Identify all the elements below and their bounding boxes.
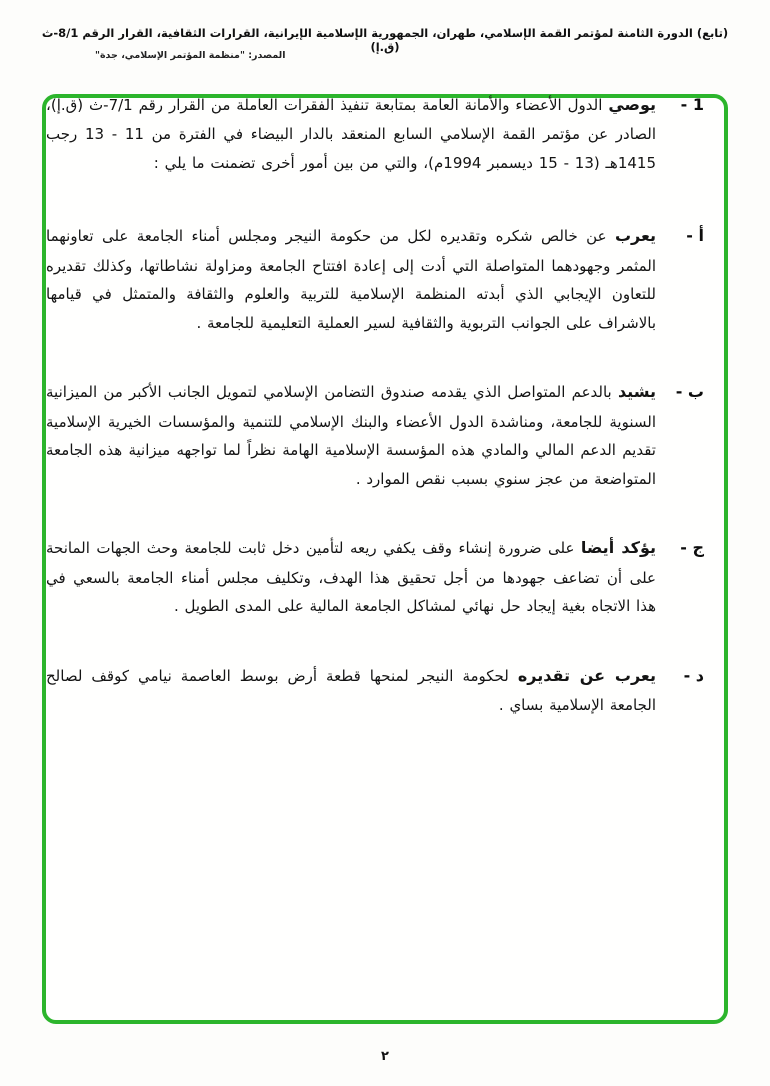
sub-paragraph-a-text xyxy=(46,221,656,337)
sub-paragraph-c-body-text: على ضرورة إنشاء وقف يكفي ريعه لتأمين دخل ثابت للجامعة وحث الجهات المانحة على أن تضاعف جهودها من أجل تحقيق هذا الهدف، وتكليف مجلس أمناء الجامعة بالسعي في هذا الاتجاه بغية إيجاد حل نهائي لمشاكل الجامعة المالية على المدى الطويل . xyxy=(46,539,656,616)
sub-paragraph-b-lead-word: يشيد xyxy=(617,382,656,402)
document-header xyxy=(0,26,770,61)
item-1-marker: 1 - xyxy=(680,95,704,114)
item-1-lead-word: يوصي xyxy=(608,95,656,114)
sub-paragraph-c-lead-word: يؤكد أيضا xyxy=(580,538,656,558)
sub-paragraph-a-lead-word: يعرب xyxy=(614,226,657,246)
sub-paragraph-d-lead-word: يعرب عن تقديره xyxy=(517,665,656,685)
sub-paragraph-c xyxy=(46,533,704,620)
item-1-text xyxy=(46,90,656,177)
resolution-item-1 xyxy=(46,90,704,177)
sub-paragraph-a-marker: أ - xyxy=(686,226,704,246)
sub-paragraph-a-body-text: عن خالص شكره وتقديره لكل من حكومة النيجر ومجلس أمناء الجامعة على تعاونهما المثمر وجهودهما المتواصلة التي أدت إلى إعادة افتتاح الجامعة ومزاولة نشاطاتها، وكذلك تقديره للتعاون الإيجابي الذي أبدته المنظمة الإسلامية للتربية والعلوم والثقافة والمتمثل في قيامها بالاشراف على الجوانب التربوية والثقافية لسير العملية التعليمية للجامعة . xyxy=(46,227,656,332)
sub-paragraph-a xyxy=(46,221,704,337)
sub-paragraph-b-marker: ب - xyxy=(675,382,704,402)
sub-paragraph-d-marker: د - xyxy=(683,665,704,685)
header-source: المصدر: "منظمة المؤتمر الإسلامي، جدة" xyxy=(95,50,286,61)
sub-paragraph-b xyxy=(46,377,704,493)
sub-paragraph-d xyxy=(46,661,704,720)
item-1-body-text: الدول الأعضاء والأمانة العامة بمتابعة تنفيذ الفقرات العاملة من القرار رقم 7/1-ث (ق.إ)، الصادر عن مؤتمر القمة الإسلامي السابع المنعقد بالدار البيضاء في الفترة من 11 - 13 رجب 1415هـ (13 - 15 ديسمبر 1994م)، والتي من بين أمور أخرى تضمنت ما يلي : xyxy=(46,96,657,172)
sub-paragraph-b-text xyxy=(46,377,656,493)
sub-paragraph-d-text xyxy=(46,661,656,720)
sub-paragraph-b-body-text: بالدعم المتواصل الذي يقدمه صندوق التضامن الإسلامي لتمويل الجانب الأكبر من الميزانية السنوية للجامعة، ومناشدة الدول الأعضاء والبنك الإسلامي للتنمية والمؤسسات الخيرية الإسلامية تقديم الدعم المالي والمادي هذه المؤسسة الإسلامية الهامة نظراً لما تواجهه ميزانية هذه الجامعة المتواضعة من عجز سنوي بسبب نقص الموارد . xyxy=(46,383,656,488)
page-number: ٢ xyxy=(381,1049,389,1064)
sub-paragraph-c-marker: ج - xyxy=(680,538,704,558)
sub-paragraph-d-body-text: لحكومة النيجر لمنحها قطعة أرض بوسط العاصمة نيامي كوقف لصالح الجامعة الإسلامية بساي . xyxy=(46,666,656,714)
sub-paragraph-c-text xyxy=(46,533,656,620)
header-title: (تابع) الدورة الثامنة لمؤتمر القمة الإسلامي، طهران، الجمهورية الإسلامية الإيرانية، القرارات الثقافية، القرار الرقم 8/1-ث (ق.إ) xyxy=(41,26,729,54)
document-body xyxy=(46,90,704,759)
